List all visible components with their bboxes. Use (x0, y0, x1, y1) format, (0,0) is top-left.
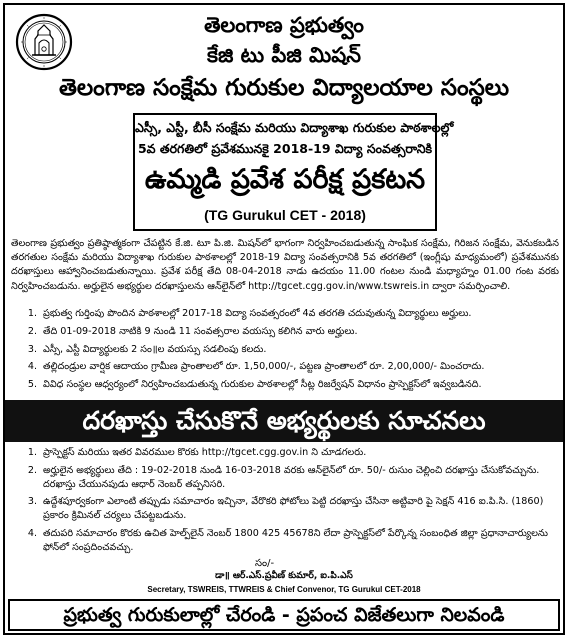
list-item (11, 343, 559, 357)
list-item-number: 3. (27, 343, 37, 355)
list-item-text: వివిధ సంస్థల ఆధ్వర్యంలో నిర్వహించబడుతున్న గురుకుల పాఠశాలల్లో సీట్ల రిజర్వేషన్ విధానం ప్రాస్పెక్టస్‌లో ఇవ్వబడినది. (43, 379, 482, 391)
list-item (11, 378, 559, 392)
footer-slogan-box (8, 599, 560, 631)
list-item (11, 325, 559, 339)
list-item (11, 446, 559, 460)
list-item-number: 4. (27, 527, 37, 539)
list-item-number: 1. (27, 447, 37, 458)
banner-subtitle: (TG Gurukul CET - 2018) (204, 207, 366, 223)
list-item (11, 464, 559, 492)
eligibility-list (11, 307, 559, 396)
signatory-designation: Secretary, TSWREIS, TTWREIS & Chief Convenor, TG Gurukul CET-2018 (147, 585, 421, 594)
instructions-heading-bar (5, 400, 563, 442)
header (5, 5, 563, 113)
list-item-text: ప్రాస్పెక్టస్ మరియు ఇతర వివరముల కొరకు http://tgcet.cgg.gov.in ని చూడగలరు. (43, 447, 367, 458)
list-item-number: 2. (27, 325, 37, 337)
list-item-text: తదుపరి సమాచారం కొరకు ఉచిత హెల్ప్‌లైన్ నెంబర్ 1800 425 45678ని లేదా ప్రాస్పెక్టస్‌లో పేర్కొన్న సంబంధిత జిల్లా ప్రధానాచార్యులను ఫోన్‌లో సంప్రదించవచ్చు. (43, 527, 548, 553)
instructions-list (11, 446, 559, 559)
list-item-text: ఎస్సీ, ఎస్టీ విద్యార్థులకు 2 సం॥ల వయస్సు సడలింపు కలదు. (43, 343, 267, 355)
list-item-text: ఉద్దేశపూర్వకంగా ఎలాంటి తప్పుడు సమాచారం ఇచ్చినా, వేరొకరి ఫోటోలు పెట్టి దరఖాస్తు చేసినా అట్టివారి పై సెక్షన్ 416 ఐ.పి.సి. (1860) ప్రకారం క్రిమినల్ చర్యలు చేపట్టబడును. (43, 496, 544, 522)
signature-sd: సం/- (255, 558, 275, 569)
mission-title: కేజి టు పీజి మిషన్ (207, 43, 361, 67)
list-item-number: 4. (27, 361, 37, 373)
banner-line-1: ఎస్సీ, ఎస్టీ, బీసీ సంక్షేమ మరియు విద్యాశాఖ గురుకుల పాఠశాలల్లో (135, 120, 454, 135)
list-item-number: 2. (27, 464, 37, 476)
list-item-text: తేది 01-09-2018 నాటికి 9 నుండి 11 సంవత్సరాల వయస్సు కలిగిన వారు అర్హులు. (43, 325, 358, 337)
list-item (11, 495, 559, 523)
instructions-heading: దరఖాస్తు చేసుకొనే అభ్యర్థులకు సూచనలు (82, 406, 486, 435)
list-item-number: 1. (27, 308, 37, 319)
banner-title: ఉమ్మడి ప్రవేశ పరీక్ష ప్రకటన (144, 164, 426, 195)
list-item-text: అర్హులైన అభ్యర్థులు తేది : 19-02-2018 నుండి 16-03-2018 వరకు ఆన్‌లైన్‌లో రూ. 50/- రుసుం చెల్లించి దరఖాస్తు చేసుకోవచ్చును. దరఖాస్తు చేయునపుడు ఆధార్ నెంబర్ తప్పనిసరి. (43, 464, 540, 490)
list-item-number: 5. (27, 379, 37, 391)
notification-document (3, 3, 565, 635)
list-item-text: తల్లిదండ్రుల వార్షిక ఆదాయం గ్రామీణ ప్రాంతాలలో రూ. 1,50,000/-, పట్టణ ప్రాంతాలలో రూ. 2,00,000/- మించరాదు. (43, 361, 485, 373)
banner-line-2: 5వ తరగతిలో ప్రవేశమునకై 2018-19 విద్యా సంవత్సరానికి (137, 141, 433, 156)
institution-title: తెలంగాణ సంక్షేమ గురుకుల విద్యాలయాల సంస్థలు (58, 75, 510, 101)
signatory-name: డా॥ ఆర్.ఎస్.ప్రవీణ్ కుమార్, ఐ.పి.ఎస్ (215, 571, 353, 581)
list-item-number: 3. (27, 496, 37, 508)
footer-slogan: ప్రభుత్వ గురుకులాల్లో చేరండి - ప్రపంచ విజేతలుగా నిలవండి (63, 604, 505, 626)
notification-banner (133, 113, 454, 231)
list-item (11, 527, 559, 555)
intro-paragraph (11, 237, 559, 294)
list-item (11, 360, 559, 374)
list-item-text: ప్రభుత్వ గుర్తింపు పొందిన పాఠశాలల్లో 2017-18 విద్యా సంవత్సరంలో 4వ తరగతి చదువుతున్న విద్యార్థులు అర్హులు. (43, 308, 472, 319)
list-item (11, 307, 559, 321)
govt-title: తెలంగాణ ప్రభుత్వం (204, 13, 364, 37)
intro-text: తెలంగాణ ప్రభుత్వం ప్రతిష్ఠాత్మకంగా చేపట్టిన కే.జి. టూ పి.జి. మిషన్‌లో భాగంగా నిర్వహించబడుతున్న సాంఘిక సంక్షేమ, గిరిజన సంక్షేమ, వెనుకబడిన తరగతుల సంక్షేమ మరియు విద్యాశాఖ గురుకుల పాఠశాలల్లో 2018-19 విద్యా సంవత్సరానికి 5వ తరగతిలో (ఇంగ్లీషు మాధ్యమంలో) ప్రవేశమునకు దరఖాస్తులు ఆహ్వానించబడుతున్నాయి. ప్రవేశ పరీక్ష తేది 08-04-2018 నాడు ఉదయం 11.00 గంటల నుండి మధ్యాహ్నం 01.00 గంట వరకు నిర్వహించబడును. అర్హులైన అభ్యర్థుల దరఖాస్తులను ఆన్‌లైన్‌లో http://tgcet.cgg.gov.in/www.tswreis.in ద్వారా సమర్పించాలి. (11, 238, 559, 292)
